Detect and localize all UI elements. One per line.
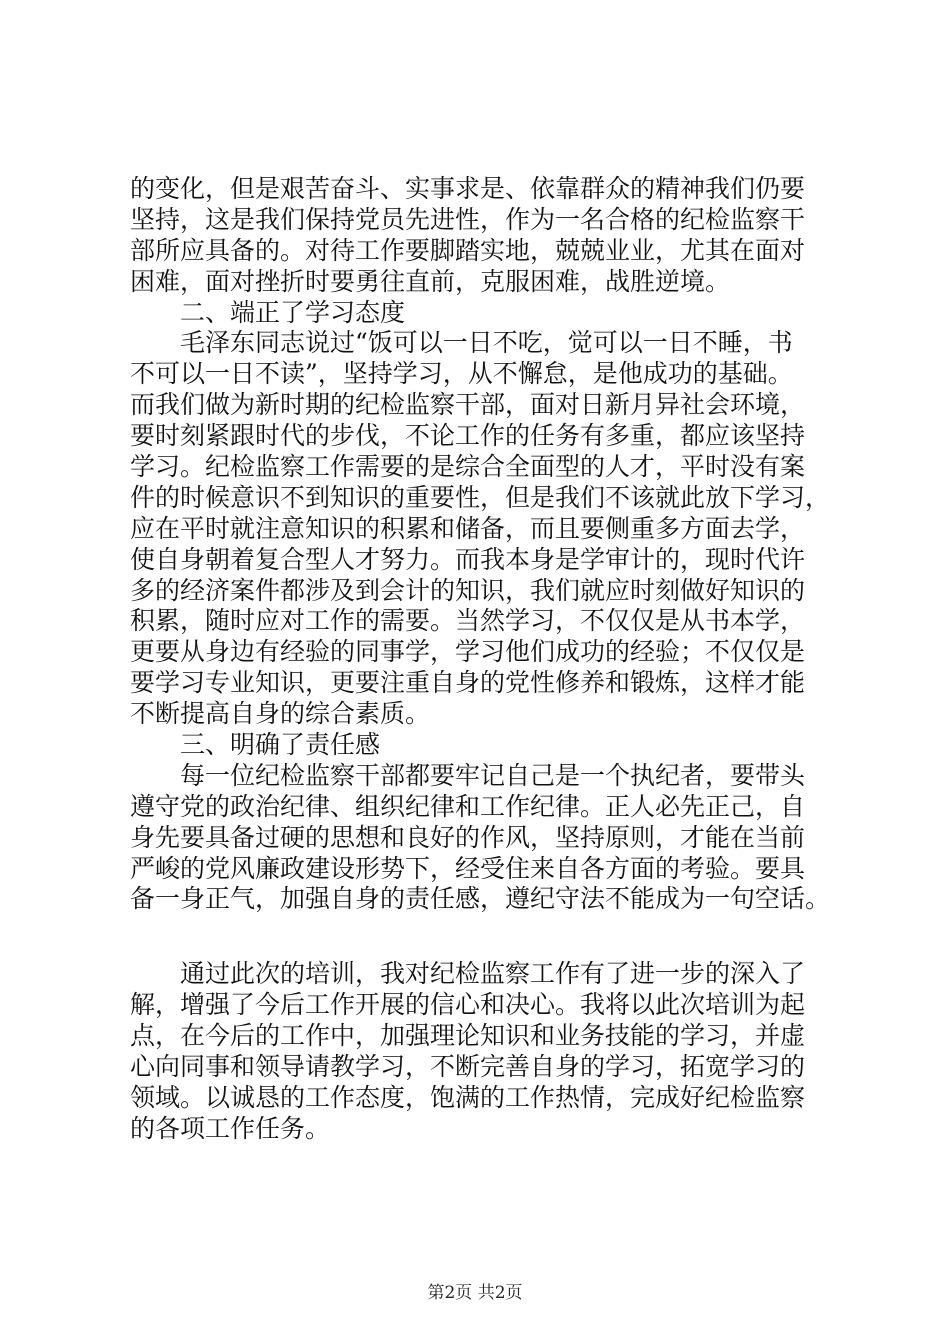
text-line: 心向同事和领导请教学习，不断完善自身的学习，拓宽学习的 xyxy=(130,1052,806,1082)
text-line: 点，在今后的工作中，加强理论知识和业务技能的学习，并虚 xyxy=(130,1021,806,1051)
text-line: 更要从身边有经验的同事学，学习他们成功的经验；不仅仅是 xyxy=(130,637,806,667)
text-line: 解，增强了今后工作开展的信心和决心。我将以此次培训为起 xyxy=(130,990,806,1020)
text-line: 身先要具备过硬的思想和良好的作风，坚持原则，才能在当前 xyxy=(130,822,806,852)
text-line: 部所应具备的。对待工作要脚踏实地，兢兢业业，尤其在面对 xyxy=(130,235,806,265)
document-body xyxy=(130,174,850,1145)
text-line: 毛泽东同志说过“饭可以一日不吃，觉可以一日不睡，书 xyxy=(180,328,793,358)
text-line: 学习。纪检监察工作需要的是综合全面型的人才，平时没有案 xyxy=(130,452,806,482)
text-line: 不可以一日不读”，坚持学习，从不懈怠，是他成功的基础。 xyxy=(130,359,793,389)
text-line: 的各项工作任务。 xyxy=(130,1113,331,1143)
text-line: 的变化，但是艰苦奋斗、实事求是、依靠群众的精神我们仍要 xyxy=(130,174,806,203)
text-line: 备一身正气，加强自身的责任感，遵纪守法不能成为一句空话。 xyxy=(130,884,831,914)
text-line: 坚持，这是我们保持党员先进性，作为一名合格的纪检监察干 xyxy=(130,204,806,234)
text-line: 遵守党的政治纪律、组织纪律和工作纪律。正人必先正己，自 xyxy=(130,791,806,821)
text-line: 严峻的党风廉政建设形势下，经受住来自各方面的考验。要具 xyxy=(130,853,806,883)
text-line: 领域。以诚恳的工作态度，饱满的工作热情，完成好纪检监察 xyxy=(130,1082,806,1112)
text-line: 使自身朝着复合型人才努力。而我本身是学审计的，现时代许 xyxy=(130,544,806,574)
paragraph-2 xyxy=(130,328,850,730)
text-line: 积累，随时应对工作的需要。当然学习，不仅仅是从书本学， xyxy=(130,606,806,636)
text-line: 通过此次的培训，我对纪检监察工作有了进一步的深入了 xyxy=(180,959,806,989)
page-number-footer: 第2页 共2页 xyxy=(427,1283,523,1303)
text-line: 件的时候意识不到知识的重要性，但是我们不该就此放下学习， xyxy=(130,482,831,512)
text-line: 应在平时就注意知识的积累和储备，而且要侧重多方面去学， xyxy=(130,513,806,543)
text-line: 困难，面对挫折时要勇往直前，克服困难，战胜逆境。 xyxy=(130,266,731,296)
paragraph-3 xyxy=(130,761,850,915)
section-heading-2: 二、端正了学习态度 xyxy=(180,297,406,327)
text-line: 多的经济案件都涉及到会计的知识，我们就应时刻做好知识的 xyxy=(130,575,806,605)
section-heading-3: 三、明确了责任感 xyxy=(180,730,381,760)
text-line: 不断提高自身的综合素质。 xyxy=(130,699,431,729)
paragraph-spacer xyxy=(130,915,850,959)
text-line: 每一位纪检监察干部都要牢记自己是一个执纪者，要带头 xyxy=(180,760,806,790)
text-line: 而我们做为新时期的纪检监察干部，面对日新月异社会环境， xyxy=(130,390,806,420)
text-line: 要时刻紧跟时代的步伐，不论工作的任务有多重，都应该坚持 xyxy=(130,421,806,451)
paragraph-4 xyxy=(130,959,850,1144)
text-line: 要学习专业知识，更要注重自身的党性修养和锻炼，这样才能 xyxy=(130,668,806,698)
paragraph-1 xyxy=(130,174,850,298)
